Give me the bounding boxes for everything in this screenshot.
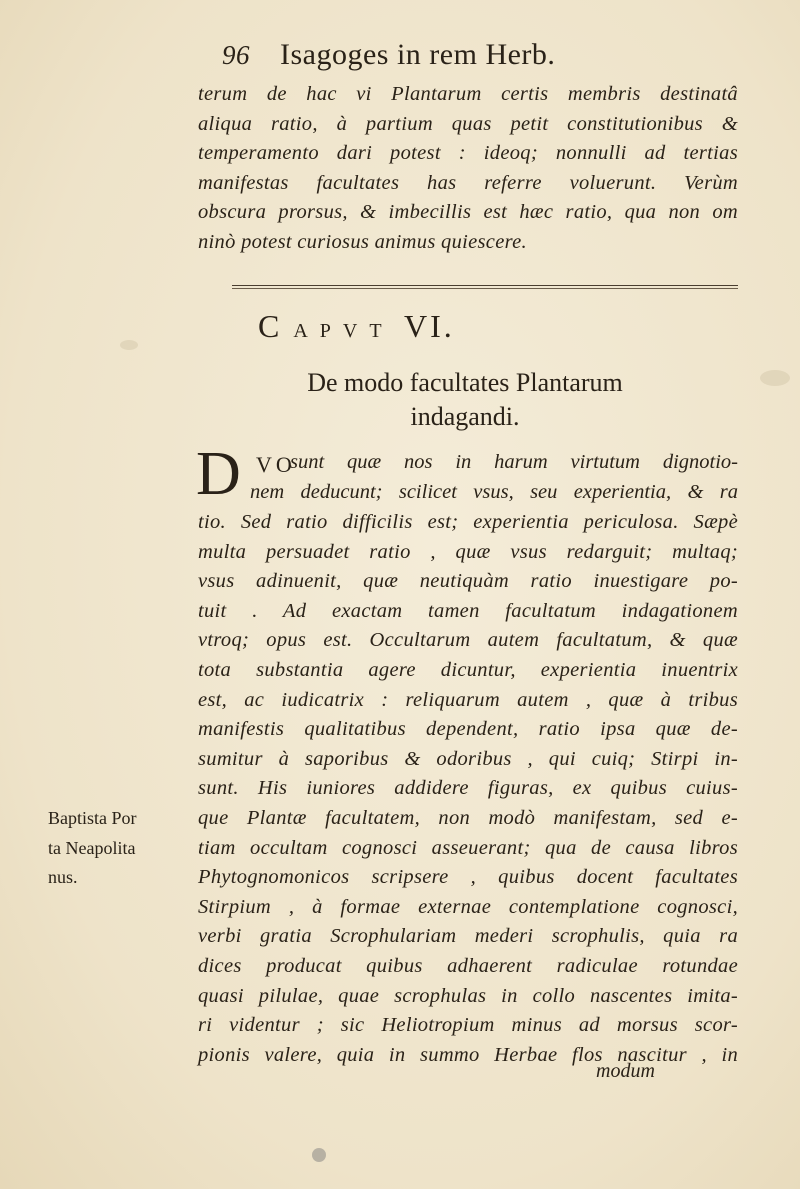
text-line: ninò potest curiosus animus quiescere. (198, 230, 527, 253)
text-line: tiam occultam cognosci asseuerant; qua de causa libros (198, 836, 738, 859)
chapter-title (240, 366, 690, 434)
marginal-note-line: Baptista Por (48, 808, 137, 828)
page-stain (120, 340, 138, 350)
text-line: vsus adinuenit, quæ neutiquàm ratio inuestigare po- (198, 570, 738, 593)
paragraph-body (198, 508, 738, 1070)
running-title: Isagoges in rem Herb. (280, 38, 556, 71)
text-line: terum de hac vi Plantarum certis membris destinatâ (198, 83, 738, 105)
text-line: pionis valere, quia in summo Herbae flos nascitur , in (198, 1043, 738, 1066)
running-head (222, 38, 642, 72)
page-stain (760, 370, 790, 386)
text-line: quasi pilulae, quae scrophulas in collo nascentes imita- (198, 984, 738, 1007)
marginal-note (48, 804, 188, 893)
text-line: manifestas facultates has referre voluerunt. Verùm (198, 171, 738, 194)
chapter-heading (258, 308, 678, 345)
text-line: sunt quæ nos in harum virtutum dignotio- (290, 451, 738, 473)
drop-cap: D (196, 440, 241, 508)
text-line: tio. Sed ratio difficilis est; experientia periculosa. Sæpè (198, 511, 738, 533)
text-line: manifestis qualitatibus dependent, ratio ipsa quæ de- (198, 718, 738, 741)
opening-small-caps: VO (256, 452, 296, 477)
text-line: est, ac iudicatrix : reliquarum autem , quæ à tribus (198, 688, 738, 711)
text-line: Stirpium , à formae externae contemplatione cognosci, (198, 895, 738, 918)
text-line: multa persuadet ratio , quæ vsus redarguit; multaq; (198, 540, 738, 563)
text-line: que Plantæ facultatem, non modò manifestam, sed e- (198, 806, 738, 829)
text-line: nem deducunt; scilicet vsus, seu experientia, & ra (250, 480, 738, 503)
text-line: temperamento dari potest : ideoq; nonnulli ad tertias (198, 142, 738, 165)
ornament-mark (312, 1148, 326, 1162)
marginal-note-line: nus. (48, 867, 78, 888)
text-line: Phytognomonicos scripsere , quibus docent facultates (198, 866, 738, 889)
text-line: tuit . Ad exactam tamen facultatum indagationem (198, 599, 738, 622)
text-line: sunt. His iuniores addidere figuras, ex quibus cuius- (198, 777, 738, 800)
text-line: sumitur à saporibus & odoribus , qui cuiq; Stirpi in- (198, 747, 738, 770)
catchword: modum (596, 1060, 655, 1082)
text-line: obscura prorsus, & imbecillis est hæc ratio, qua non om (198, 201, 738, 224)
chapter-number: VI. (404, 308, 455, 344)
text-line: vtroq; opus est. Occultarum autem facultatum, & quæ (198, 629, 738, 652)
text-line: aliqua ratio, à partium quas petit constitutionibus & (198, 112, 738, 135)
text-line: verbi gratia Scrophulariam mederi scrophulis, quia ra (198, 925, 738, 948)
chapter-cap-letter: C (258, 308, 283, 344)
text-line: dices producat quibus adhaerent radiculae rotundae (198, 954, 738, 977)
page-number: 96 (222, 40, 250, 70)
section-rule (232, 285, 738, 289)
paragraph-continuation (198, 80, 738, 258)
marginal-note-line: ta Neapolita (48, 837, 136, 858)
text-line: ri videntur ; sic Heliotropium minus ad morsus scor- (198, 1014, 738, 1037)
chapter-title-line: indagandi. (410, 402, 520, 431)
chapter-cap-rest: APVT (293, 320, 394, 342)
text-line: tota substantia agere dicuntur, experientia inuentrix (198, 658, 738, 681)
chapter-title-line: De modo facultates Plantarum (307, 368, 623, 397)
